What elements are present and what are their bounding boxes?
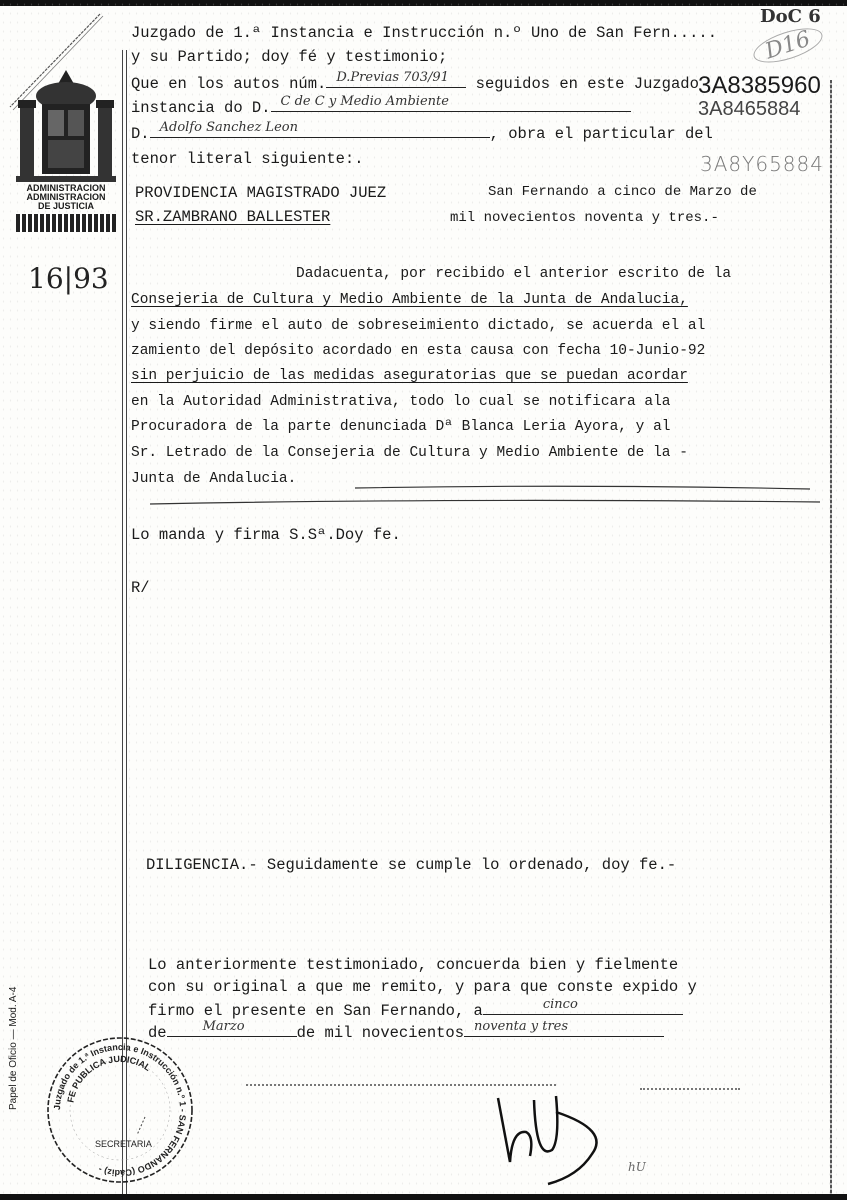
crest-label-3: DE JUSTICIA (37, 201, 94, 211)
header-line-1: Juzgado de 1.ª Instancia e Instrucción n.º Uno de San Fern..... (131, 24, 717, 42)
seal-inner-bottom: SECRETARIA (95, 1139, 152, 1149)
margin-print: Papel de Oficio — Mod. A-4 (8, 986, 19, 1110)
month-handwritten: Marzo (202, 1019, 245, 1034)
line3-suffix: seguidos en este Juzgado (475, 75, 699, 93)
scan-edge-top (0, 0, 847, 6)
closing-line: Lo manda y firma S.Sª.Doy fe. (131, 526, 401, 544)
providencia-title-1: PROVIDENCIA MAGISTRADO JUEZ (135, 184, 387, 202)
certification-line-1: Lo anteriormente testimoniado, concuerda bien y fielmente (148, 956, 679, 974)
line5-suffix: , obra el particular del (489, 125, 713, 143)
body-line-3: y siendo firme el auto de sobreseimiento dictado, se acuerda el al (131, 318, 706, 334)
body-line-2: Consejeria de Cultura y Medio Ambiente de la Junta de Andalucia, (131, 292, 688, 308)
margin-rule-right (830, 80, 832, 1194)
day-field (483, 997, 683, 1015)
defendant-handwritten: Adolfo Sanchez Leon (159, 120, 298, 135)
line3-prefix: Que en los autos núm. (131, 75, 327, 93)
body-line-7: Procuradora de la parte denunciada Dª Blanca Leria Ayora, y al (131, 419, 671, 435)
court-seal (45, 1035, 195, 1185)
diligencia-line: DILIGENCIA.- Seguidamente se cumple lo ordenado, doy fe.- (146, 856, 677, 874)
closing-rule (150, 480, 825, 510)
header-line-4 (131, 94, 631, 117)
signature-initials: hU (628, 1160, 646, 1174)
doc-label: DoC 6 (760, 6, 821, 27)
providencia-date-1: San Fernando a cinco de Marzo de (488, 184, 757, 200)
plaintiff-handwritten: C de C y Medio Ambiente (280, 94, 449, 109)
header-line-5 (131, 120, 713, 143)
header-line-2: y su Partido; doy fé y testimonio; (131, 48, 448, 66)
certification-line-4 (148, 1019, 664, 1042)
autos-number-field (326, 70, 466, 88)
body-line-6: en la Autoridad Administrativa, todo lo cual se notificara ala (131, 394, 671, 410)
cert-l4-middle: de mil novecientos (296, 1024, 465, 1042)
certification-line-2: con su original a que me remito, y para que conste expido y (148, 978, 697, 996)
providencia-title-2: SR.ZAMBRANO BALLESTER (135, 208, 331, 226)
signature (490, 1080, 620, 1190)
margin-rule-left (122, 50, 127, 1194)
certification-line-3 (148, 997, 683, 1020)
crest-label-2: ADMINISTRACION (26, 192, 106, 202)
crest-band (16, 214, 116, 232)
stamp-number-1: 3A8385960 (698, 72, 821, 99)
handwritten-number: 3A8Y65884 (700, 152, 824, 176)
body-line-4: zamiento del depósito acordado en esta causa con fecha 10-Junio-92 (131, 343, 706, 359)
body-line-9: Junta de Andalucia. (131, 471, 297, 487)
header-line-6: tenor literal siguiente:. (131, 150, 364, 168)
cert-l3-prefix: firmo el presente en San Fernando, a (148, 1002, 483, 1020)
body-line-8: Sr. Letrado de la Consejeria de Cultura y Medio Ambiente de la - (131, 445, 688, 461)
line4-prefix: instancia do D. (131, 99, 271, 117)
day-handwritten: cinco (542, 997, 578, 1012)
crest-label-1: ADMINISTRACION (26, 183, 106, 193)
year-handwritten: noventa y tres (474, 1019, 569, 1034)
providencia-date-2: mil novecientos noventa y tres.- (450, 210, 719, 226)
plaintiff-field (271, 94, 631, 112)
defendant-field (150, 120, 490, 138)
stamp-number-2: 3A8465884 (698, 98, 801, 120)
cert-l4-prefix: de (148, 1024, 167, 1042)
header-line-3 (131, 70, 699, 93)
circled-code: D16 (750, 22, 826, 70)
seal-outer-text: Juzgado de 1.ª Instancia e Instrucción n.º 1 - SAN FERNANDO (Cádiz) - (51, 1041, 189, 1179)
year-field (464, 1019, 664, 1037)
seal-inner-top: FE PUBLICA JUDICIAL (65, 1053, 153, 1104)
body-line-5: sin perjuicio de las medidas aseguratorias que se puedan acordar (131, 368, 688, 384)
scan-edge-bottom (0, 1194, 847, 1200)
coat-of-arms-icon (14, 40, 118, 182)
margin-date: 16|93 (28, 262, 109, 295)
body-line-1: Dadacuenta, por recibido el anterior escrito de la (296, 266, 732, 282)
autos-number-handwritten: D.Previas 703/91 (336, 70, 449, 85)
rubric: R/ (131, 579, 150, 597)
line5-prefix: D. (131, 125, 150, 143)
dotted-line-2 (640, 1088, 740, 1090)
